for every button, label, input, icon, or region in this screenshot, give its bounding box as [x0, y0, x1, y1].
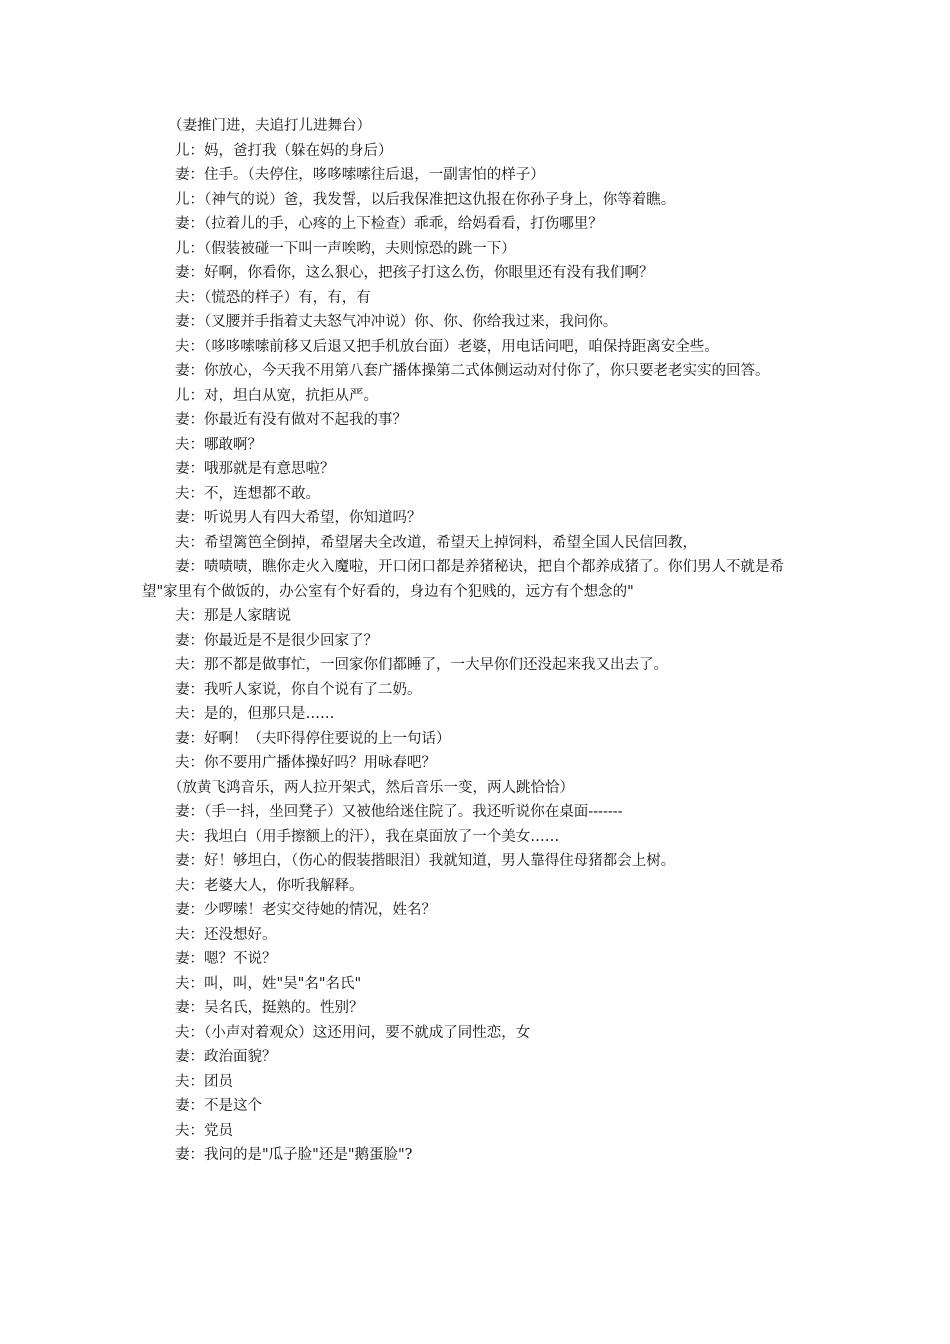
stage-direction: （放黄飞鸿音乐，两人拉开架式，然后音乐一变，两人跳恰恰） — [168, 779, 574, 796]
dialogue-line: 妻：听说男人有四大希望，你知道吗？ — [175, 510, 422, 526]
dialogue-line: 夫：党员 — [175, 1122, 233, 1139]
dialogue-line: 妻：（手一抖，坐回凳子）又被他给迷住院了。我还听说你在桌面------- — [175, 804, 623, 820]
dialogue-line: 妻：嗯？不说？ — [175, 951, 277, 967]
dialogue-line: 妻：你最近有没有做对不起我的事？ — [175, 412, 407, 428]
dialogue-line: 夫：我坦白（用手擦额上的汗），我在桌面放了一个美女…… — [175, 828, 560, 845]
dialogue-line: 妻：不是这个 — [175, 1098, 262, 1114]
dialogue-line: 妻：我听人家说，你自个说有了二奶。 — [175, 681, 422, 698]
dialogue-line: 夫：（哆哆嗦嗦前移又后退又把手机放台面）老婆，用电话问吧，咱保持距离安全些。 — [175, 338, 719, 355]
dialogue-line: 妻：我问的是"瓜子脸"还是"鹅蛋脸"? — [175, 1147, 413, 1163]
dialogue-line: 夫：那不都是做事忙，一回家你们都睡了，一大早你们还没起来我又出去了。 — [175, 657, 668, 673]
dialogue-line: 妻：吴名氏，挺熟的。性别？ — [175, 1000, 364, 1016]
dialogue-line: 妻：好！够坦白，（伤心的假装揩眼泪）我就知道，男人靠得住母猪都会上树。 — [175, 853, 676, 869]
dialogue-line: 夫：不，连想都不敢。 — [175, 485, 320, 502]
dialogue-line: 夫：还没想好。 — [175, 926, 277, 943]
dialogue-line: 夫：老婆大人，你听我解释。 — [175, 877, 364, 894]
dialogue-line: 妻：政治面貌？ — [175, 1049, 277, 1065]
dialogue-line: 妻：好啊，你看你，这么狠心，把孩子打这么伤，你眼里还有没有我们啊？ — [175, 265, 654, 281]
dialogue-line: 儿：（神气的说）爸，我发誓，以后我保准把这仇报在你孙子身上，你等着瞧。 — [175, 191, 676, 208]
dialogue-line: 妻：哦那就是有意思啦？ — [175, 461, 335, 477]
dialogue-line: 夫：叫，叫，姓"吴"名"名氏" — [175, 975, 362, 992]
dialogue-line: 夫：哪敢啊？ — [175, 436, 262, 453]
dialogue-line: 夫：是的，但那只是…… — [175, 706, 335, 722]
dialogue-line: 儿：妈，爸打我（躲在妈的身后） — [175, 142, 393, 159]
dialogue-line: 妻：住手。（夫停住，哆哆嗦嗦往后退，一副害怕的样子） — [175, 167, 545, 183]
dialogue-line: 儿：对，坦白从宽，抗拒从严。 — [175, 387, 378, 404]
dialogue-line: 妻：啧啧啧，瞧你走火入魔啦，开口闭口都是养猪秘诀，把自个都养成猪了。你们男人不就是希望"家里有个做饭的，办公室有个好看的，身边有个犯贱的，远方有个想念的" — [142, 559, 784, 600]
dialogue-line: 夫：你不要用广播体操好吗？用咏春吧？ — [175, 755, 436, 771]
dialogue-line: 妻：（叉腰并手指着丈夫怒气冲冲说）你、你、你给我过来，我问你。 — [175, 314, 618, 330]
dialogue-line: 妻：你放心，今天我不用第八套广播体操第二式体侧运动对付你了，你只要老老实实的回答。 — [175, 363, 770, 379]
dialogue-line: 儿：（假装被碰一下叫一声唉哟，夫则惊恐的跳一下） — [175, 240, 516, 257]
script-body — [142, 114, 814, 1168]
stage-direction: （妻推门进，夫追打儿进舞台） — [168, 118, 371, 134]
dialogue-line: 夫：希望篱笆全倒掉，希望屠夫全改道，希望天上掉饲料，希望全国人民信回教， — [175, 534, 697, 551]
dialogue-line: 夫：（小声对着观众）这还用问，要不就成了同性恋，女 — [175, 1024, 531, 1041]
dialogue-line: 妻：（拉着儿的手，心疼的上下检查）乖乖，给妈看看，打伤哪里？ — [175, 216, 603, 232]
dialogue-line: 妻：你最近是不是很少回家了？ — [175, 632, 378, 649]
dialogue-line: 夫：（慌恐的样子）有，有，有 — [175, 289, 371, 306]
dialogue-line: 妻：少啰嗦！老实交待她的情况，姓名？ — [175, 902, 436, 918]
dialogue-line: 夫：那是人家瞎说 — [175, 608, 291, 624]
dialogue-line: 妻：好啊！（夫吓得停住要说的上一句话） — [175, 730, 451, 747]
dialogue-line: 夫：团员 — [175, 1073, 233, 1090]
